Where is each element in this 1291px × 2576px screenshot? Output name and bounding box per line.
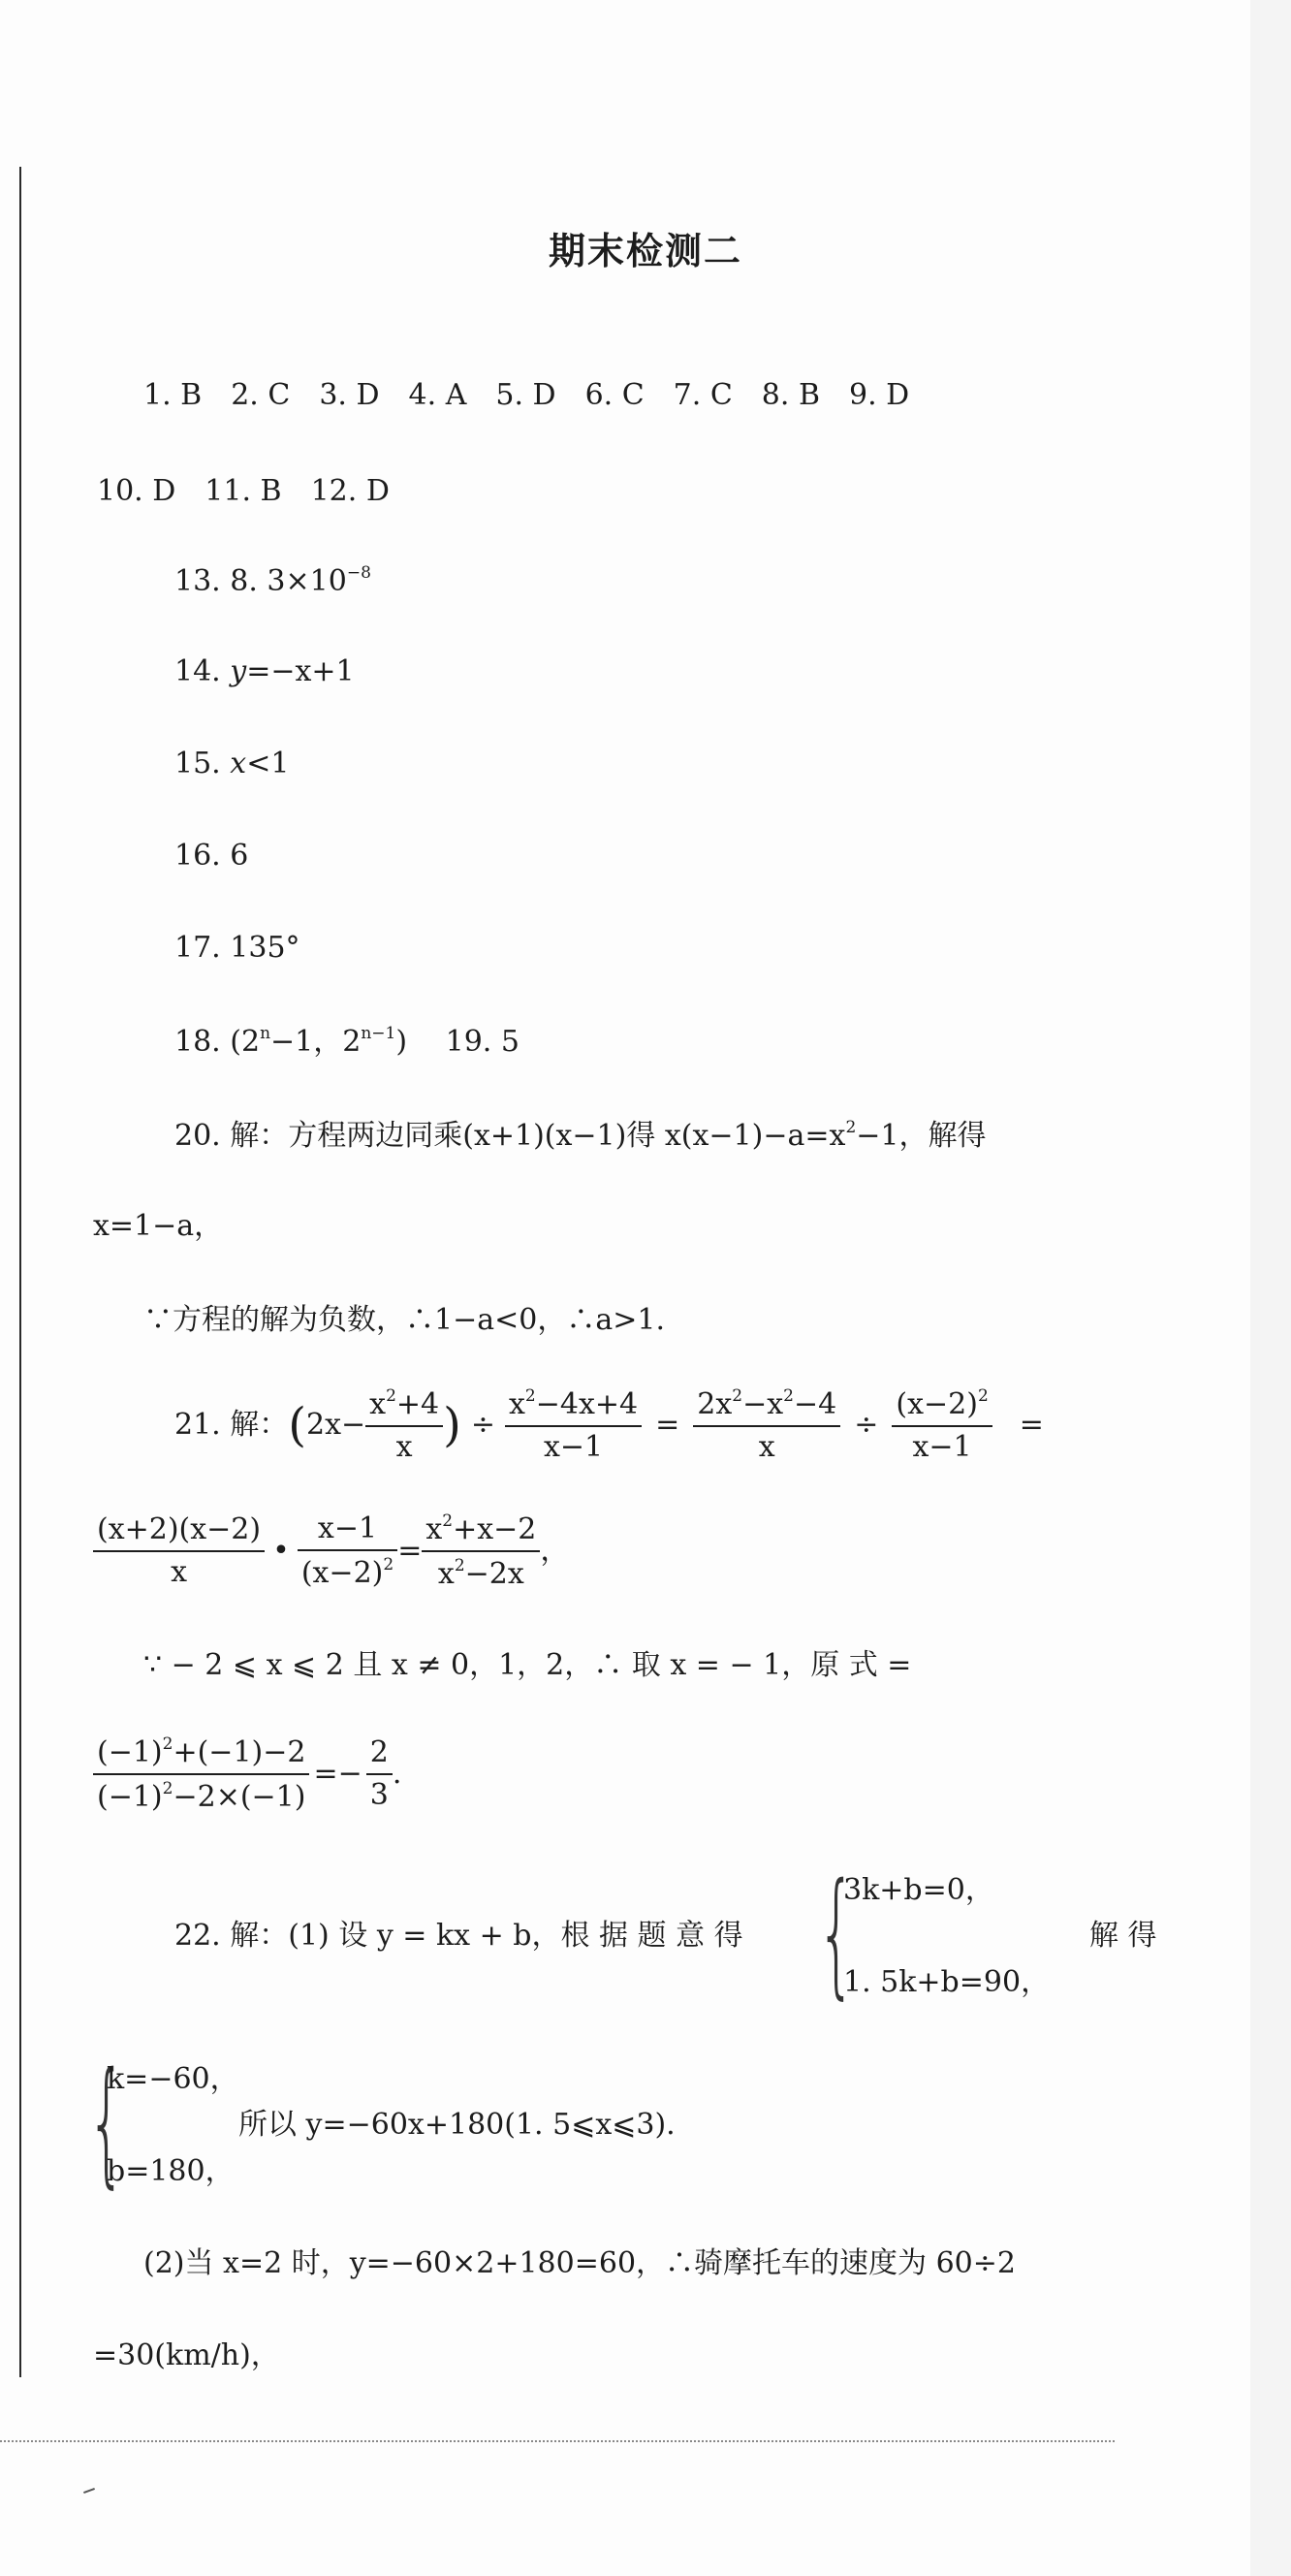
cut-line: [0, 2440, 1115, 2442]
math-text: (x−2): [300, 1556, 384, 1590]
text: −1，解得: [856, 1119, 987, 1153]
math-text: 2: [454, 1556, 465, 1575]
system-1-eq-a: 3k+b=0，: [843, 1873, 994, 1907]
fraction: [93, 1736, 309, 1812]
answer-13: [174, 565, 371, 596]
answer-part: −1，2: [270, 1025, 362, 1059]
text: 20. 解：方程两边同乘(x+1)(x−1)得 x(x−1)−a=x: [174, 1119, 846, 1153]
solve-text: 解 得: [1089, 1919, 1157, 1953]
answer-value: <1: [246, 747, 290, 780]
fraction: [693, 1388, 840, 1462]
math-text: 2: [386, 1386, 396, 1406]
comma: ，: [540, 1534, 570, 1568]
math-text: 2: [524, 1386, 536, 1406]
math-text: x: [758, 1430, 775, 1464]
math-text: x: [425, 1512, 443, 1546]
answer-label: 14.: [174, 654, 221, 688]
exponent: 2: [845, 1118, 857, 1137]
q20-line-2: x=1−a，: [93, 1209, 224, 1243]
math-text: x: [395, 1430, 413, 1464]
exponent: n−1: [361, 1024, 396, 1043]
answers-line-2: 10. D 11. B 12. D: [97, 474, 390, 508]
margin-rule: [19, 167, 21, 2377]
math-text: x: [509, 1387, 525, 1421]
system-1-eq-b: 1. 5k+b=90，: [843, 1965, 1051, 1999]
answer-17: [174, 931, 300, 965]
math-text: −x: [742, 1387, 784, 1421]
brace-1: {: [817, 1855, 857, 2013]
math-text: (−1): [97, 1780, 163, 1814]
answer-19: 19. 5: [445, 1025, 520, 1059]
fraction: [366, 1735, 393, 1812]
term: 2x−: [305, 1408, 366, 1442]
math-text: 2: [383, 1555, 394, 1574]
answer-15: [174, 749, 289, 779]
math-text: x−1: [543, 1430, 604, 1464]
math-text: (−1): [97, 1735, 163, 1769]
answer-value: 6: [230, 839, 249, 873]
brace-2: {: [87, 2044, 127, 2202]
q22-conclusion: 所以 y=−60x+180(1. 5⩽x⩽3).: [238, 2108, 676, 2142]
math-text: −2x: [464, 1557, 524, 1591]
stray-mark: [83, 2488, 95, 2494]
q22-part2-cont: =30(km/h)，: [93, 2338, 280, 2372]
answer-part: ): [395, 1025, 408, 1059]
answer-value: 8. 3×10: [230, 564, 347, 598]
op: =: [655, 1408, 680, 1442]
math-text: 2: [162, 1779, 173, 1798]
fraction: [298, 1511, 397, 1590]
math-text: x: [171, 1555, 188, 1589]
text: 21. 解：: [174, 1408, 289, 1442]
q20-line-1: [174, 1120, 987, 1151]
math-text: −4x+4: [535, 1387, 639, 1421]
op: ÷: [854, 1408, 879, 1442]
answer-value: =−x+1: [246, 654, 355, 688]
paren-open: (: [288, 1398, 306, 1452]
math-text: +(−1)−2: [173, 1735, 306, 1769]
math-text: (x−2): [896, 1387, 978, 1421]
op: =−: [313, 1757, 362, 1791]
answer-part: (2: [230, 1025, 261, 1059]
fraction: [93, 1512, 265, 1589]
math-text: 2: [162, 1734, 173, 1754]
answer-label: 18.: [174, 1025, 221, 1059]
math-text: +4: [395, 1387, 440, 1421]
fraction: [365, 1388, 443, 1462]
paren-close: ): [443, 1398, 461, 1452]
q20-line-3: ∵方程的解为负数，∴1−a<0，∴a>1.: [143, 1303, 665, 1337]
math-text: −4: [794, 1387, 837, 1421]
answer-label: 17.: [174, 931, 221, 965]
math-text: +x−2: [453, 1512, 537, 1546]
exponent: n: [260, 1024, 271, 1043]
math-text: x−1: [298, 1514, 397, 1551]
math-text: (x+2)(x−2): [93, 1515, 265, 1552]
op: ÷: [470, 1408, 495, 1442]
math-text: x−1: [912, 1430, 972, 1464]
exponent: −8: [346, 563, 371, 583]
math-text: x: [369, 1387, 387, 1421]
op: •: [272, 1534, 290, 1568]
answers-line-1: 1. B 2. C 3. D 4. A 5. D 6. C 7. C 8. B 9. D: [143, 378, 910, 412]
math-text: 2: [977, 1386, 989, 1406]
answer-14: [174, 654, 355, 688]
math-text: 2: [732, 1386, 743, 1406]
q21-line-2: [93, 1512, 569, 1590]
fraction: [892, 1388, 992, 1462]
math-text: −2×(−1): [173, 1780, 306, 1814]
answer-value: 135°: [230, 931, 300, 965]
answer-variable: y: [230, 654, 247, 688]
math-text: 2: [366, 1738, 393, 1775]
period: .: [392, 1757, 402, 1791]
q22-line-1: 22. 解：(1) 设 y = kx + b，根 据 题 意 得: [174, 1919, 743, 1953]
fraction: [422, 1513, 540, 1589]
answer-label: 15.: [174, 747, 221, 780]
page-edge-shadow: [1250, 0, 1291, 2576]
op: =: [397, 1534, 423, 1568]
fraction: [505, 1388, 642, 1462]
q22-part2: (2)当 x=2 时，y=−60×2+180=60，∴骑摩托车的速度为 60÷2: [143, 2246, 1016, 2280]
answer-18-19: [174, 1026, 520, 1057]
q21-line-1: [174, 1386, 1044, 1464]
q21-condition: ∵ − 2 ⩽ x ⩽ 2 且 x ≠ 0，1，2，∴ 取 x = − 1，原 式 =: [143, 1648, 912, 1682]
answer-label: 16.: [174, 839, 221, 873]
page-title: 期末检测二: [548, 229, 742, 272]
math-text: 2x: [697, 1387, 733, 1421]
math-text: 2: [442, 1511, 454, 1531]
math-text: 2: [783, 1386, 794, 1406]
answer-variable: x: [230, 747, 247, 780]
math-text: x: [437, 1557, 455, 1591]
answer-16: [174, 839, 249, 873]
system-2-eq-b: b=180，: [107, 2154, 235, 2188]
system-2-eq-a: k=−60，: [107, 2062, 239, 2096]
op: =: [1019, 1408, 1044, 1442]
math-text: 3: [369, 1778, 389, 1812]
q21-line-4: [93, 1735, 401, 1813]
answer-label: 13.: [174, 564, 221, 598]
